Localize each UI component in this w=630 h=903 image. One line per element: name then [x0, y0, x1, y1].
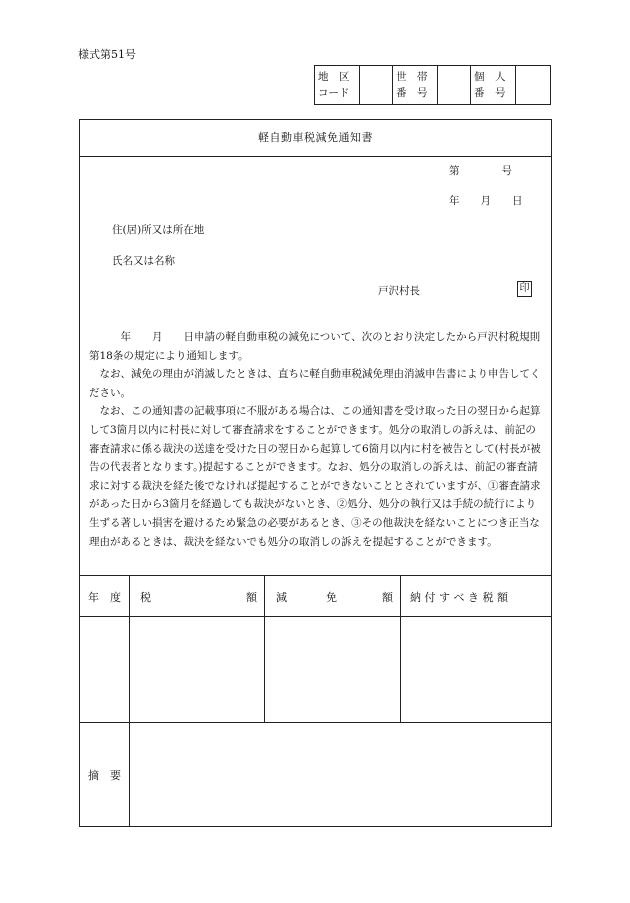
household-number-value-cell	[438, 66, 471, 104]
document-date: 年 月 日	[449, 195, 523, 207]
household-number-label-cell	[393, 66, 438, 104]
paragraph-exemption-end: なお、減免の理由が消滅したときは、直ちに軽自動車税減免理由消滅申告書により申告してください。	[89, 368, 541, 399]
name-label: 氏名又は名称	[112, 255, 175, 267]
header-divider	[80, 616, 551, 617]
col-year: 年 度	[88, 591, 121, 604]
district-code-label-1: 地 区	[318, 71, 350, 83]
col-tax-left: 税	[140, 591, 151, 604]
col-tax-right: 額	[246, 591, 257, 604]
document-number: 第 号	[449, 165, 512, 177]
notice-document	[79, 119, 552, 827]
district-code-label-2: コード	[318, 87, 350, 99]
issuer: 戸沢村長	[378, 285, 420, 297]
notice-body	[89, 328, 544, 551]
paragraph-decision: 年 月 日申請の軽自動車税の減免について、次のとおり決定したから戸沢村税規則第18条の規定により通知します。	[89, 331, 541, 362]
paragraph-appeal: なお、この通知書の記載事項に不服がある場合は、この通知書を受け取った日の翌日から起算して3箇月以内に村長に対して審査請求をすることができます。処分の取消しの訴えは、前記の審査請求に係る裁決の送達を受けた日の翌日から起算して6箇月以内に村を被告として(村長が被告の代表者となります。)提起することができます。なお、処分の取消しの訴えは、前記の審査請求に対する裁決を経た後でなければ提起することができないこととされていますが、①審査請求があった日から3箇月を経過しても裁決がないとき、②処分、処分の執行又は手続の続行により生ずる著しい損害を避けるため緊急の必要があるとき、③その他裁決を経ないことにつき正当な理由があるときは、裁決を経ないでも処分の取消しの訴えを提起することができます。	[89, 405, 541, 548]
household-number-label-1: 世 帯	[396, 71, 428, 83]
seal-mark	[517, 281, 532, 297]
household-number-label-2: 番 号	[396, 87, 428, 99]
individual-number-label-1: 個 人	[474, 71, 506, 83]
district-code-value-cell	[360, 66, 393, 104]
form-number: 様式第51号	[78, 48, 136, 61]
document-title: 軽自動車税減免通知書	[80, 120, 551, 157]
remarks-divider	[80, 722, 551, 723]
remarks-label: 摘 要	[88, 769, 121, 782]
col-payable: 納 付 す べ き 税 額	[410, 591, 508, 604]
individual-number-label-2: 番 号	[474, 87, 506, 99]
tax-table	[80, 575, 551, 827]
individual-number-label-cell	[471, 66, 516, 104]
district-code-label-cell	[315, 66, 360, 104]
col-exempt-right: 額	[382, 591, 393, 604]
seal-text: 印	[517, 281, 532, 297]
col-exempt-mid: 免	[326, 591, 337, 604]
year-column-divider	[129, 576, 130, 826]
col-exempt-left: 減	[276, 591, 287, 604]
tax-column-divider	[264, 576, 265, 722]
individual-number-value-cell	[516, 66, 550, 104]
address-label: 住(居)所又は所在地	[112, 224, 205, 236]
exempt-column-divider	[400, 576, 401, 722]
code-table	[314, 65, 551, 105]
